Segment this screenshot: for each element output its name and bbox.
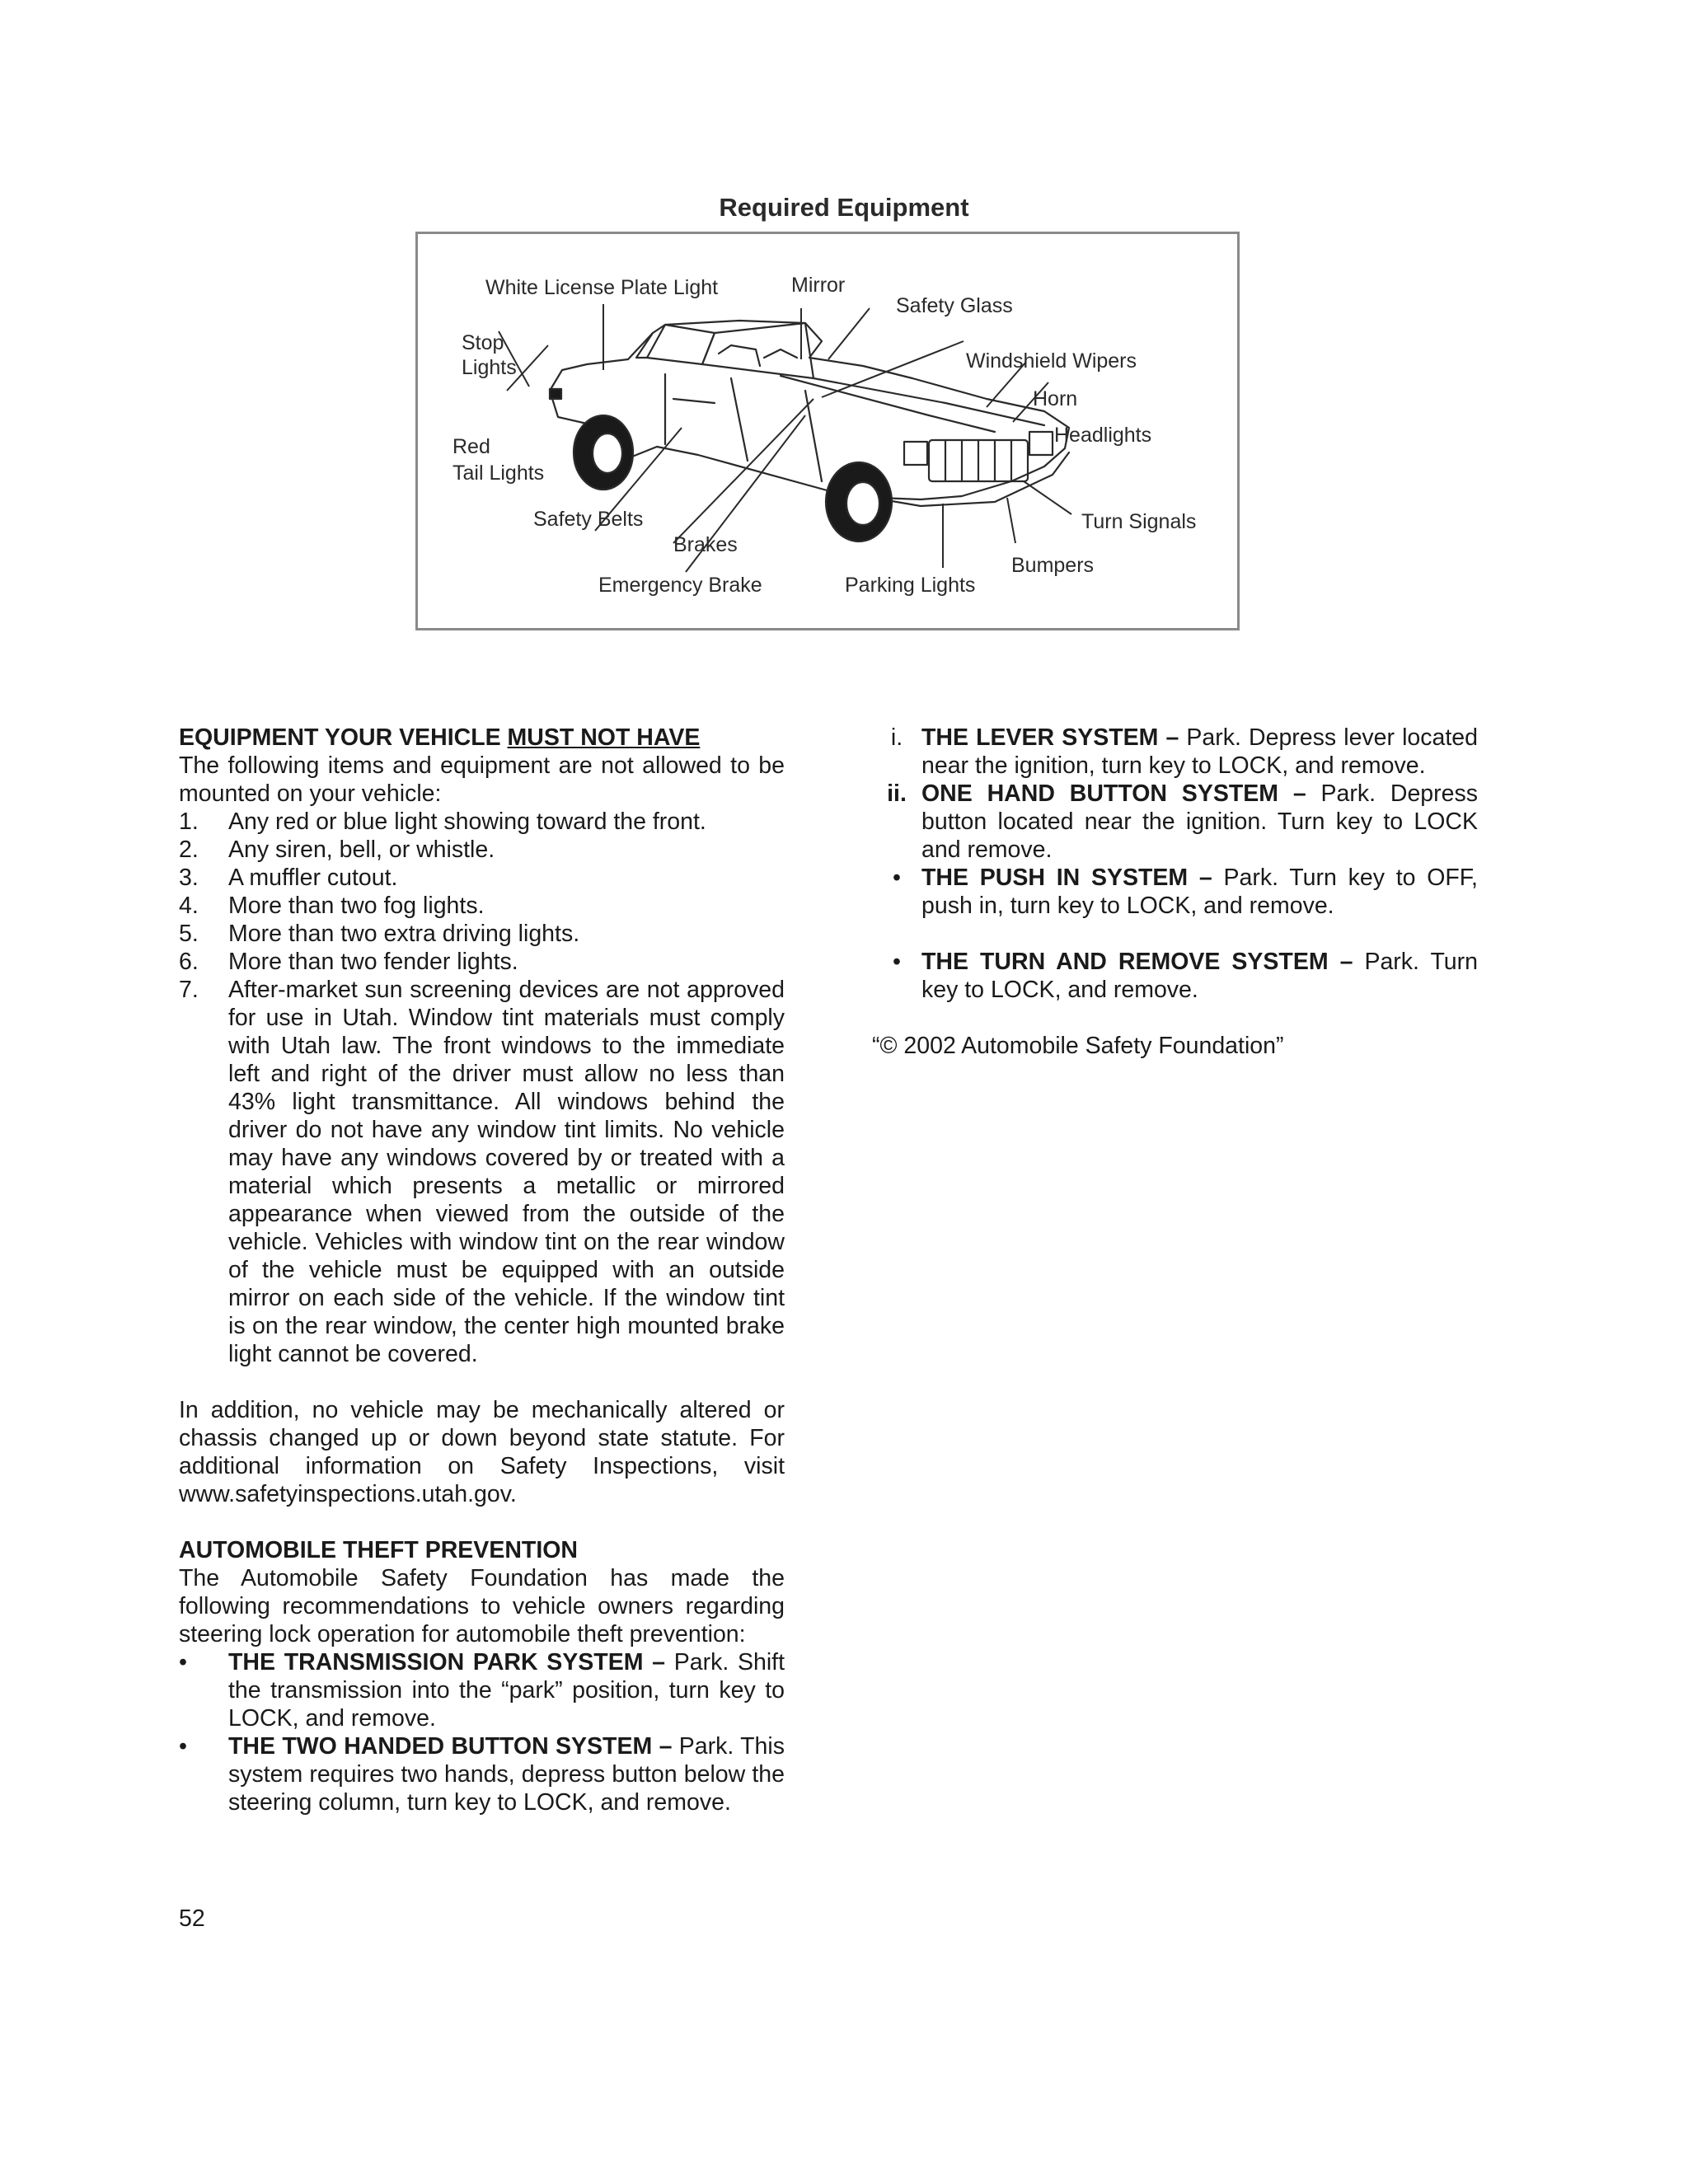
car-tail-light <box>550 389 561 399</box>
list-item: • THE PUSH IN SYSTEM – Park. Turn key to OFF, push in, turn key to LOCK, and remove. <box>893 865 1478 919</box>
list-item: • THE TRANSMISSION PARK SYSTEM – Park. Shift the transmission into the “park” position, turn key to LOCK, and remove. <box>179 1649 785 1732</box>
label-horn: Horn <box>1033 387 1078 410</box>
list-item: 1. Any red or blue light showing toward the front. <box>179 808 706 835</box>
car-diagram <box>418 234 1242 633</box>
label-red-tail-lights-1: Red <box>452 435 490 458</box>
label-brakes: Brakes <box>673 533 738 556</box>
must-not-have-intro: The following items and equipment are not allowed to be mounted on your vehicle: <box>179 752 785 807</box>
page-number: 52 <box>179 1905 205 1932</box>
car-headlight-left <box>904 442 927 465</box>
must-not-have-heading: EQUIPMENT YOUR VEHICLE MUST NOT HAVE <box>179 724 701 751</box>
label-parking-lights: Parking Lights <box>845 574 976 597</box>
copyright-notice: “© 2002 Automobile Safety Foundation” <box>872 1033 1284 1059</box>
mechanical-alteration-paragraph: In addition, no vehicle may be mechanically altered or chassis changed up or down beyond state statute. For additional information on Safety Inspections, visit www.safetyinspections.utah.gov. <box>179 1397 785 1507</box>
car-windshield <box>702 323 814 378</box>
theft-prevention-intro: The Automobile Safety Foundation has made the following recommendations to vehicle owners regarding steering lock operation for automobile theft prevention: <box>179 1565 785 1647</box>
car-headlight-right <box>1029 432 1053 455</box>
right-column <box>872 724 1478 1060</box>
label-emergency-brake: Emergency Brake <box>598 574 762 597</box>
label-safety-glass: Safety Glass <box>896 294 1013 317</box>
label-bumpers: Bumpers <box>1011 554 1095 577</box>
list-item: • THE TURN AND REMOVE SYSTEM – Park. Turn key to LOCK, and remove. <box>893 949 1478 1003</box>
list-item: 7. After-market sun screening devices are not approved for use in Utah. Window tint materials must comply with Utah law. The front windows to the immediate left and right of the driver must allow no less than 43% light transmittance. All windows behind the driver do not have any window tint limits. No vehicle may have any windows covered by or treated with a material which presents a metallic or mirrored appearance when viewed from the outside of the vehicle. Vehicles with window tint on the rear window of the vehicle must be equipped with an outside mirror on each side of the vehicle. If the window tint is on the rear window, the center high mounted brake light cannot be covered. <box>179 977 785 1367</box>
left-column <box>179 724 785 1816</box>
theft-prevention-heading: AUTOMOBILE THEFT PREVENTION <box>179 1537 578 1563</box>
label-license-plate-light: White License Plate Light <box>485 276 719 299</box>
label-windshield-wipers: Windshield Wipers <box>966 349 1137 373</box>
label-mirror: Mirror <box>791 274 846 297</box>
label-stop-lights-2: Lights <box>462 356 517 379</box>
car-window-rear <box>636 333 653 358</box>
label-red-tail-lights-2: Tail Lights <box>452 462 545 485</box>
list-item: 4. More than two fog lights. <box>179 893 485 919</box>
list-item: 5. More than two extra driving lights. <box>179 921 580 947</box>
list-item: • THE TWO HANDED BUTTON SYSTEM – Park. This system requires two hands, depress button below the steering column, turn key to LOCK, and remove. <box>179 1733 785 1816</box>
label-stop-lights-1: Stop <box>462 331 504 354</box>
list-item: i. THE LEVER SYSTEM – Park. Depress lever located near the ignition, turn key to LOCK, and remove. <box>890 724 1478 779</box>
list-item: 2. Any siren, bell, or whistle. <box>179 837 495 863</box>
list-item: 3. A muffler cutout. <box>179 865 398 891</box>
list-item: ii. ONE HAND BUTTON SYSTEM – Park. Depress button located near the ignition. Turn key to LOCK and remove. <box>887 780 1478 863</box>
required-equipment-figure <box>415 232 1240 630</box>
label-safety-belts: Safety Belts <box>533 508 644 531</box>
label-turn-signals: Turn Signals <box>1081 510 1197 533</box>
list-item: 6. More than two fender lights. <box>179 949 518 975</box>
label-headlights: Headlights <box>1054 424 1152 447</box>
figure-title: Required Equipment <box>719 193 969 222</box>
